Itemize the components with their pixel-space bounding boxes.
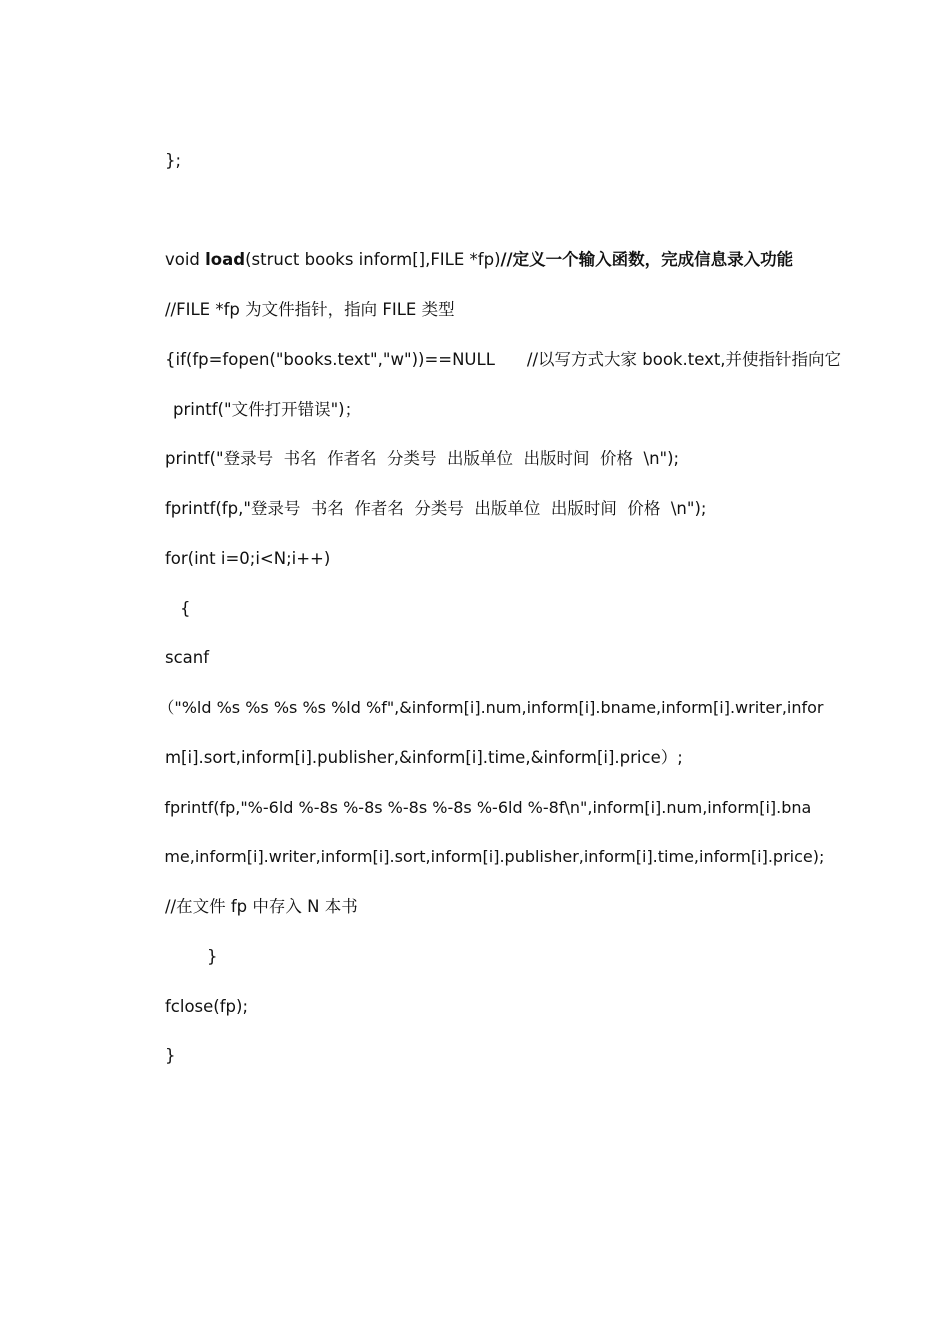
code-line-comment-store (144, 874, 358, 940)
code-comment: //以写方式大家 book.text,并使指针指向它 (526, 350, 842, 369)
code-line-struct-end (144, 128, 181, 194)
code-text: fprintf(fp,"登录号 书名 作者名 分类号 出版单位 出版时间 价格 \n"); (164, 499, 707, 518)
code-text: (struct books inform[],FILE *fp) (245, 250, 501, 269)
code-comment: //在文件 fp 中存入 N 本书 (164, 897, 358, 916)
code-text: }; (164, 151, 182, 170)
function-name: load (205, 250, 246, 269)
code-text: {if(fp=fopen("books.text","w"))==NULL (164, 350, 495, 369)
code-line-close-brace-function (144, 1023, 175, 1089)
code-text: me,inform[i].writer,inform[i].sort,inform[i].publisher,inform[i].time,inform[i].price); (164, 847, 825, 866)
code-text: } (164, 1046, 176, 1065)
code-comment: //FILE *fp 为文件指针，指向 FILE 类型 (164, 300, 455, 319)
code-text: printf("文件打开错误")； (172, 400, 362, 419)
code-text: printf("登录号 书名 作者名 分类号 出版单位 出版时间 价格 \n"); (164, 449, 680, 468)
code-text: for(int i=0;i<N;i++) (164, 549, 331, 568)
code-text: { (179, 599, 191, 618)
code-text: void (164, 250, 206, 269)
code-text: scanf (164, 648, 210, 667)
code-text: m[i].sort,inform[i].publisher,&inform[i].time,&inform[i].price）; (164, 748, 683, 767)
code-text: fclose(fp); (164, 997, 249, 1016)
code-text: （"%ld %s %s %s %s %ld %f",&inform[i].num,inform[i].bname,inform[i].writer,infor (158, 698, 824, 717)
code-text: fprintf(fp,"%-6ld %-8s %-8s %-8s %-8s %-6ld %-8f\n",inform[i].num,inform[i].bna (164, 798, 812, 817)
code-text: } (206, 947, 218, 966)
code-comment: //定义一个输入函数，完成信息录入功能 (500, 250, 794, 269)
